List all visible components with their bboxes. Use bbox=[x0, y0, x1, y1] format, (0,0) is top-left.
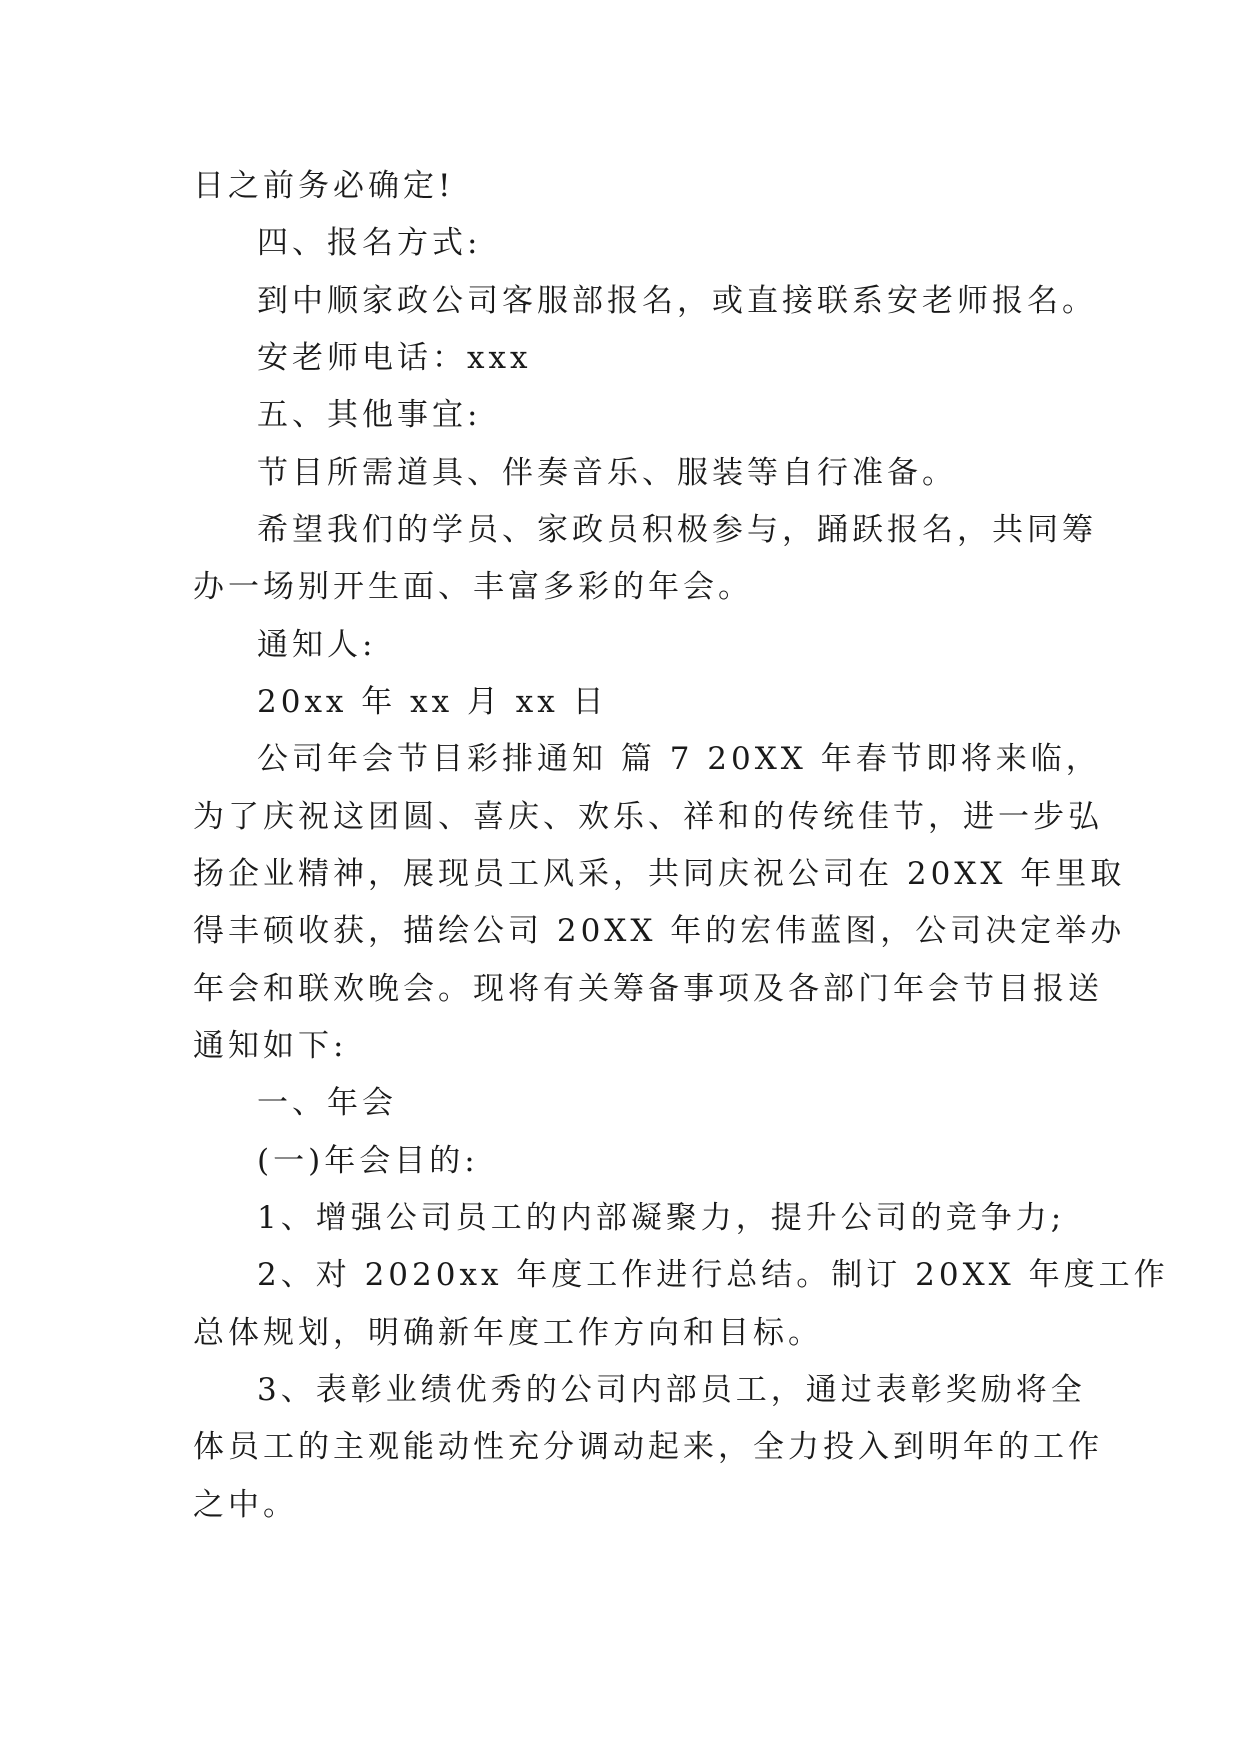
list-item-3-cont: 之中。 bbox=[193, 1487, 298, 1523]
list-item-3-cont: 体员工的主观能动性充分调动起来，全力投入到明年的工作 bbox=[193, 1429, 1103, 1465]
text-line-date: 20xx 年 xx 月 xx 日 bbox=[257, 684, 608, 720]
text-line-teacher-phone: 安老师电话：xxx bbox=[257, 340, 532, 376]
text-line-para: 扬企业精神，展现员工风采，共同庆祝公司在 20XX 年里取 bbox=[193, 856, 1126, 892]
text-line-hope-cont: 办一场别开生面、丰富多彩的年会。 bbox=[193, 569, 753, 605]
list-item-3: 3、表彰业绩优秀的公司内部员工，通过表彰奖励将全 bbox=[257, 1372, 1086, 1408]
list-item-2-cont: 总体规划，明确新年度工作方向和目标。 bbox=[193, 1315, 823, 1351]
text-line-notifier: 通知人: bbox=[257, 627, 377, 663]
text-line-para: 年会和联欢晚会。现将有关筹备事项及各部门年会节目报送 bbox=[193, 971, 1103, 1007]
text-line-para: 得丰硕收获，描绘公司 20XX 年的宏伟蓝图，公司决定举办 bbox=[193, 913, 1126, 949]
list-item-1: 1、增强公司员工的内部凝聚力，提升公司的竞争力; bbox=[257, 1200, 1066, 1236]
heading-registration-method: 四、报名方式: bbox=[257, 225, 482, 261]
text-line-hope: 希望我们的学员、家政员积极参与，踊跃报名，共同筹 bbox=[257, 512, 1097, 548]
text-line-props: 节目所需道具、伴奏音乐、服装等自行准备。 bbox=[257, 455, 957, 491]
text-line-continuation: 日之前务必确定! bbox=[193, 168, 455, 204]
text-line-section-title: 公司年会节目彩排通知 篇 7 20XX 年春节即将来临， bbox=[257, 741, 1101, 777]
text-line-registration: 到中顺家政公司客服部报名，或直接联系安老师报名。 bbox=[257, 283, 1097, 319]
text-line-para: 为了庆祝这团圆、喜庆、欢乐、祥和的传统佳节，进一步弘 bbox=[193, 799, 1103, 835]
heading-other-matters: 五、其他事宜: bbox=[257, 397, 482, 433]
text-line-para: 通知如下: bbox=[193, 1028, 348, 1064]
heading-meeting-purpose: (一)年会目的: bbox=[257, 1143, 479, 1179]
list-item-2: 2、对 2020xx 年度工作进行总结。制订 20XX 年度工作 bbox=[257, 1257, 1169, 1293]
heading-annual-meeting: 一、年会 bbox=[257, 1085, 397, 1121]
